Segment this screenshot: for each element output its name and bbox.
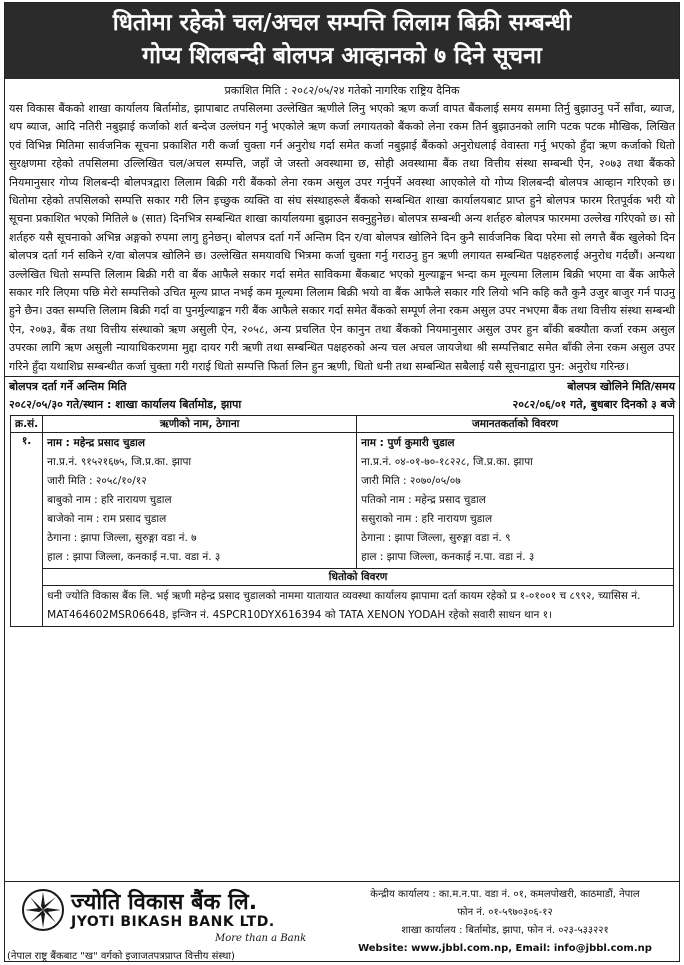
central-phone: फोन नं. ०१-५९७०३०६-१२ <box>457 907 553 918</box>
borrower-line: ठेगाना : झापा जिल्ला, सुरुङ्गा वडा नं. ७ <box>47 532 197 545</box>
dates-header <box>5 376 679 396</box>
borrower-line: बाबुको नाम : हरि नारायण चुडाल <box>47 494 172 507</box>
guarantor-line: ससुराको नाम : हरि नारायण चुडाल <box>361 513 493 526</box>
col-borrower: ऋणीको नाम, ठेगाना <box>43 416 357 433</box>
nrb-license-note: (नेपाल राष्ट्र बैंकबाट "ख" वर्गको इजाजतपत्रप्राप्त वित्तीय संस्था) <box>7 951 235 962</box>
borrower-line: बाजेको नाम : राम प्रसाद चुडाल <box>47 513 167 526</box>
website-email: Website: www.jbbl.com.np, Email: info@jbbl.com.np <box>358 943 652 954</box>
title-line-2: गोप्य शिलबन्दी बोलपत्र आव्हानको ७ दिने सूचना <box>142 43 542 69</box>
guarantor-line: हाल : झापा जिल्ला, कनकाई न.पा. वडा नं. ३ <box>361 551 535 564</box>
opening-label: बोलपत्र खोलिने मिति/समय <box>567 380 675 394</box>
dates-values <box>5 396 679 415</box>
bank-logo-icon <box>21 888 65 932</box>
col-guarantor: जमानतकर्ताको विवरण <box>357 416 674 433</box>
title-line-1: धितोमा रहेको चल/अचल सम्पत्ति लिलाम बिक्री सम्बन्धी <box>112 10 572 36</box>
guarantor-line: ठेगाना : झापा जिल्ला, सुरुङ्गा वडा नं. ९ <box>361 532 511 545</box>
collateral-title: धितोको विवरण <box>43 569 674 586</box>
col-sn: क्र.सं. <box>11 416 43 433</box>
guarantor-line: जारी मिति : २०७०/०५/०७ <box>361 475 461 488</box>
collateral-text: धनी ज्योति विकास बैंक लि. भई ऋणी महेन्द्र प्रसाद चुडालको नाममा यातायात व्यवस्था कार्यालय झापामा दर्ता कायम रहेको प्र १-०१००१ च ८९९२, च्यासिस नं. MAT464602MSR06648, इन्जिन नं. 4SPCR10DYX616394 को TATA XENON YODAH रहेको सवारी साधन थान १। <box>43 586 674 627</box>
borrower-line: हाल : झापा जिल्ला, कनकाई न.पा. वडा नं. ३ <box>47 551 221 564</box>
branch-office: शाखा कार्यालय : बिर्तामोड, झापा, फोन नं. ०२३-५३३२२१ <box>401 925 609 936</box>
guarantor-line: ना.प्र.नं. ०४-०१-७०-१८२२८, जि.प्र.का. झापा <box>361 456 533 469</box>
footer <box>5 881 679 962</box>
borrower-name: नाम : महेन्द्र प्रसाद चुडाल <box>47 437 145 450</box>
deadline-label: बोलपत्र दर्ता गर्ने अन्तिम मिति <box>9 380 127 394</box>
borrower-cell <box>43 433 357 569</box>
bank-name-english: JYOTI BIKASH BANK LTD. <box>71 914 275 930</box>
bank-name-nepali: ज्योति विकास बैंक लि. <box>71 890 258 915</box>
bank-slogan: More than a Bank <box>215 933 307 944</box>
guarantor-name: नाम : पुर्ण कुमारी चुडाल <box>361 437 455 450</box>
row-sn: १. <box>11 433 43 627</box>
deadline-value: २०८२/०५/३० गते/स्थान : शाखा कार्यालय बिर्तामोड, झापा <box>9 398 242 412</box>
published-date: प्रकाशित मिति : २०८२/०५/२४ गतेको नागरिक राष्ट्रिय दैनिक <box>224 84 460 97</box>
guarantor-line: पतिको नाम : महेन्द्र प्रसाद चुडाल <box>361 494 486 507</box>
central-office: केन्द्रीय कार्यालय : का.म.न.पा. वडा नं. ०१, कमलपोखरी, काठमाडौं, नेपाल <box>370 889 640 900</box>
borrower-line: जारी मिति : २०५८/१०/१२ <box>47 475 147 488</box>
borrower-line: ना.प्र.नं. ९१५२१६७५, जि.प्र.का. झापा <box>47 456 192 469</box>
details-table <box>10 415 674 627</box>
notice-body: यस विकास बैंकको शाखा कार्यालय बिर्तामोड, झापाबाट तपसिलमा उल्लेखित ऋणीले लिनु भएको ऋण कर्जा वापत बैंकलाई समय सममा तिर्नु बुझाउनु पर्ने साँवा, ब्याज, थप ब्याज, आदि नतिरी नबुझाई कर्जाको शर्त बन्देज उल्लंघन गर्नु भएकोले ऋण कर्जा लगायतको बैंकको लेना रकम तिर्न बुझाउनको लागि पटक पटक मौखिक, लिखित एवं विभिन्न मितिमा सार्वजनिक सूचना प्रकाशित गरी कर्जा चुक्ता गर्न अनुरोध गर्दा समेत कर्जा नबुझाई बैंकको अनुरोधलाई वेवास्ता गर्नु भएको हुँदा ऋण कर्जाको धितो सुरक्षणमा रहेको तपसिलमा उल्लिखित चल/अचल सम्पत्ति, जहाँ जे जस्तो अवस्थामा छ, सोही अवस्थामा बैंक तथा वित्तीय संस्था सम्बन्धी ऐन, २०७३ तथा बैंकको नियमानुसार गोप्य शिलबन्दी बोलपत्रद्वारा लिलाम बिक्री गरी बैंकको लेना रकम असुल उपर गर्नुपर्ने अवस्था आएकोले यो गोप्य शिलबन्दी बोलपत्र आव्हान गरिएको छ। धितोमा रहेको तपसिलको सम्पत्ति सकार गरी लिन इच्छुक व्यक्ति वा संघ संस्थाहरूले बैंकको सम्बन्धित शाखा कार्यालयबाट प्राप्त हुने बोलपत्र फारम रितपूर्वक भरी यो सूचना प्रकाशित भएको मितिले ७ (सात) दिनभित्र सम्बन्धित शाखा कार्यालयमा बुझाउन सक्नुहुनेछ। बोलपत्र सम्बन्धी अन्य शर्तहरु बोलपत्र फारममा उल्लेख गरिएको छ। सो शर्तहरु यसै सूचनाको अभिन्न अङ्गको रुपमा लागु हुनेछन्। बोलपत्र दर्ता गर्ने अन्तिम दिन र/वा बोलपत्र खोलिने दिन कुनै सार्वजनिक बिदा परेमा सो लगत्तै बैंक खुलेको दिन बोलपत्र दर्ता गर्न सकिने र/वा बोलपत्र खोलिने छ। उल्लेखित समयावधि भित्रमा कर्जा चुक्ता गर्नु गराउनु हुन ऋणी लगायत सम्बन्धित पक्षहरुलाई अनुरोध गर्दछौं। अन्यथा उल्लेखित धितो सम्पत्ति लिलाम बिक्री गरी वा बैंक आफैले सकार गर्दा समेत साविकमा बैंकबाट भएको मुल्याङ्कन भन्दा कम मूल्यमा लिलाम बिक्री भएमा वा बैंक आफैले सकार गरि लिएमा पछि मेरो सम्पत्तिको उचित मूल्य प्राप्त नभई कम मूल्यमा लिलाम बिक्री भयो वा बैंक आफैले सकार गरि लियो भनि कहि कतै कुनै उजुर बाजुर गर्न पाउनु हुने छैन। उक्त सम्पत्ति लिलाम बिक्री गर्दा वा पुनर्मुल्याङ्कन गरी बैंक आफैले सकार गर्दा समेत बैंकको सम्पूर्ण लेना रकम असुल उपर नभएमा बैंक तथा वित्तीय संस्था सम्बन्धी ऐन, २०७३, बैंक तथा वित्तीय संस्थाको ऋण असुली ऐन, २०५८, अन्य प्रचलित ऐन कानुन तथा बैंकको नियमानुसार असुल उपर हुन बाँकी बक्यौता कर्जा रकम असुल उपरका लागि ऋण असुली न्यायाधिकरणमा मुद्दा दायर गरी ऋणी तथा सम्बन्धित पक्षहरुको अन्य चल अचल जायजेथा श्री सम्पत्तिबाट समेत बाँकी लेना रकम असुल उपर गरिने हुँदा यथाशिघ्र सम्बन्धीत कर्जा चुक्ता गरी गराई धितो सम्पत्ति फिर्ता लिन हुन ऋणी, धितो धनी तथा सम्बन्धित सबैलाई यसै सूचनाद्वारा पुन: अनुरोध गरिन्छ। <box>9 102 675 373</box>
notice-page <box>4 2 680 962</box>
notice-title <box>5 3 679 79</box>
contact-info <box>335 886 675 958</box>
opening-value: २०८२/०६/०१ गते, बुधबार दिनको ३ बजे <box>512 398 675 412</box>
guarantor-cell <box>357 433 674 569</box>
